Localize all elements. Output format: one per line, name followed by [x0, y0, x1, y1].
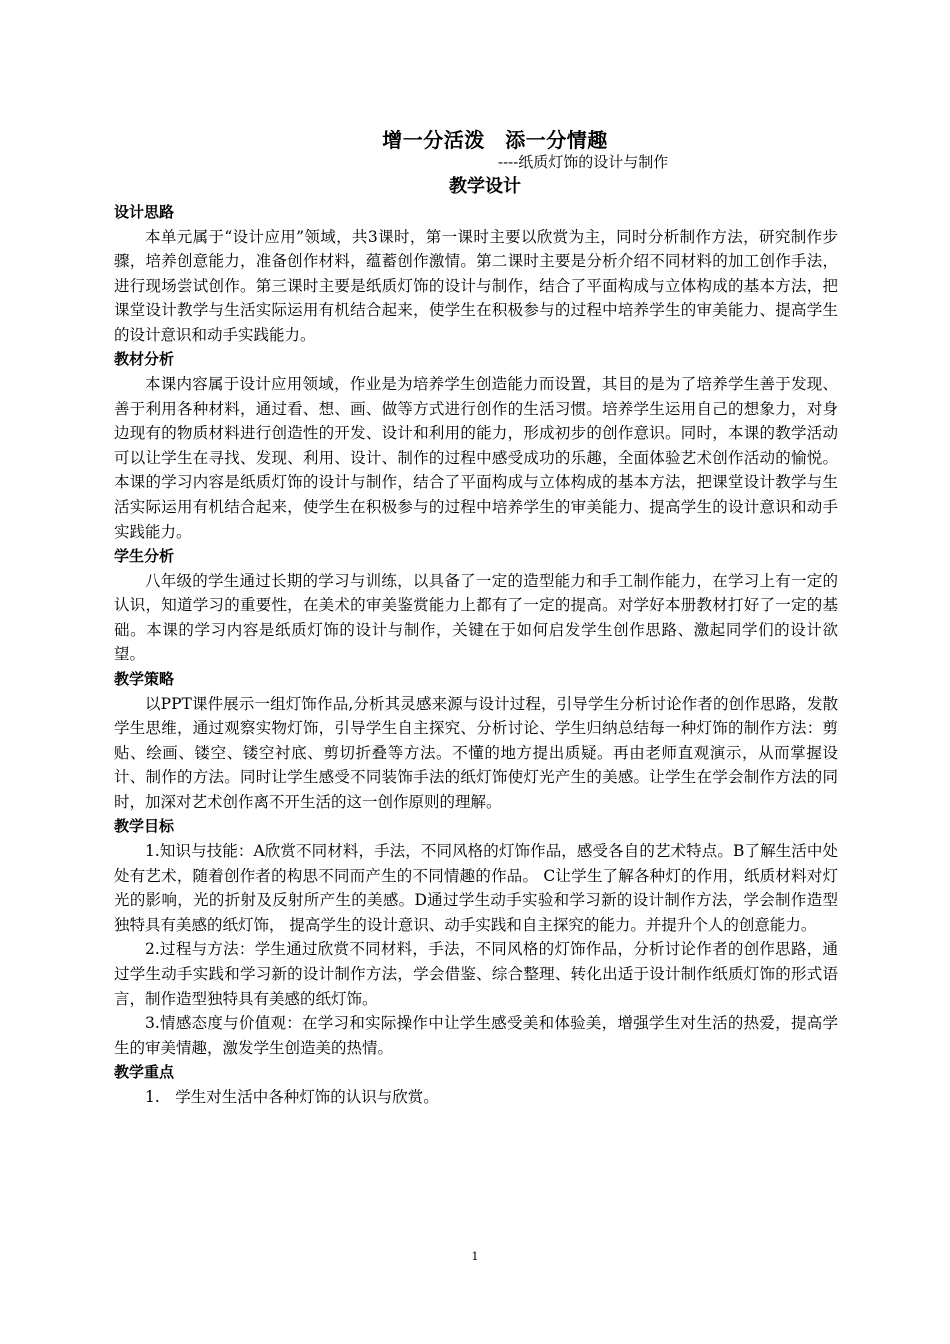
paragraph: 2.过程与方法：学生通过欣赏不同材料，手法，不同风格的灯饰作品，分析讨论作者的创作思路，通过学生动手实践和学习新的设计制作方法，学会借鉴、综合整理、转化出适于设计制作纸质灯饰的形式语言，制作造型独特具有美感的纸灯饰。 [114, 940, 838, 1008]
paragraph: 以PPT课件展示一组灯饰作品,分析其灵感来源与设计过程，引导学生分析讨论作者的创作思路，发散学生思维，通过观察实物灯饰，引导学生自主探究、分析讨论、学生归纳总结每一种灯饰的制作方法：剪贴、绘画、镂空、镂空衬底、剪切折叠等方法。不懂的地方提出质疑。再由老师直观演示，从而掌握设计、制作的方法。同时让学生感受不同装饰手法的纸灯饰使灯光产生的美感。让学生在学会制作方法的同时，加深对艺术创作离不开生活的这一创作原则的理解。 [114, 694, 838, 811]
paragraph: 1.知识与技能：A欣赏不同材料，手法，不同风格的灯饰作品，感受各自的艺术特点。B了解生活中处处有艺术，随着创作者的构思不同而产生的不同情趣的作品。 C让学生了解各种灯的作用，纸质材料对灯光的影响，光的折射及反射所产生的美感。D通过学生动手实验和学习新的设计制作方法，学会制作造型独特具有美感的纸灯饰， 提高学生的设计意识、动手实践和自主探究的能力。并提升个人的创意能力。 [114, 841, 838, 934]
paragraph: 3.情感态度与价值观：在学习和实际操作中让学生感受美和体验美，增强学生对生活的热爱，提高学生的审美情趣，激发学生创造美的热情。 [114, 1014, 838, 1057]
section-student-analysis [114, 544, 838, 667]
section-heading: 设计思路 [114, 203, 175, 221]
section-teaching-strategy [114, 667, 838, 814]
section-material-analysis [114, 347, 838, 544]
section-teaching-focus [114, 1060, 838, 1109]
paragraph: 本课内容属于设计应用领域，作业是为培养学生创造能力而设置，其目的是为了培养学生善于发现、善于利用各种材料，通过看、想、画、做等方式进行创作的生活习惯。培养学生运用自己的想象力，对身边现有的物质材料进行创造性的开发、设计和利用的能力，形成初步的创作意识。同时，本课的教学活动可以让学生在寻找、发现、利用、设计、制作的过程中感受成功的乐趣，全面体验艺术创作活动的愉悦。本课的学习内容是纸质灯饰的设计与制作，结合了平面构成与立体构成的基本方法，把课堂设计教学与生活实际运用有机结合起来，使学生在积极参与的过程中培养学生的审美能力、提高学生的设计意识和动手实践能力。 [114, 374, 838, 541]
paragraph: 本单元属于“设计应用”领域，共3课时，第一课时主要以欣赏为主，同时分析制作方法，研究制作步骤，培养创意能力，准备创作材料，蕴蓄创作激情。第二课时主要是分析介绍不同材料的加工创作手法，进行现场尝试创作。第三课时主要是纸质灯饰的设计与制作，结合了平面构成与立体构成的基本方法，把课堂设计教学与生活实际运用有机结合起来，使学生在积极参与的过程中培养学生的审美能力、提高学生的设计意识和动手实践能力。 [114, 227, 838, 344]
section-heading: 教学重点 [114, 1063, 175, 1082]
document-heading: 教学设计 [449, 176, 521, 197]
section-heading: 学生分析 [114, 547, 175, 566]
paragraph: 八年级的学生通过长期的学习与训练，以具备了一定的造型能力和手工制作能力，在学习上有一定的认识，知道学习的重要性，在美术的审美鉴赏能力上都有了一定的提高。对学好本册教材打好了一定的基础。本课的学习内容是纸质灯饰的设计与制作，关键在于如何启发学生创作思路、激起同学们的设计欲望。 [114, 571, 838, 664]
paragraph: 1. 学生对生活中各种灯饰的认识与欣赏。 [145, 1087, 439, 1106]
section-heading: 教材分析 [114, 350, 175, 369]
section-heading: 教学策略 [114, 670, 175, 688]
document-subtitle: ----纸质灯饰的设计与制作 [498, 153, 669, 171]
document-body [114, 200, 838, 1109]
section-design-idea [114, 200, 838, 347]
section-heading: 教学目标 [114, 817, 175, 836]
page-number: 1 [471, 1250, 479, 1263]
document-title: 增一分活泼 添一分情趣 [382, 128, 608, 152]
section-teaching-goals [114, 814, 838, 1060]
